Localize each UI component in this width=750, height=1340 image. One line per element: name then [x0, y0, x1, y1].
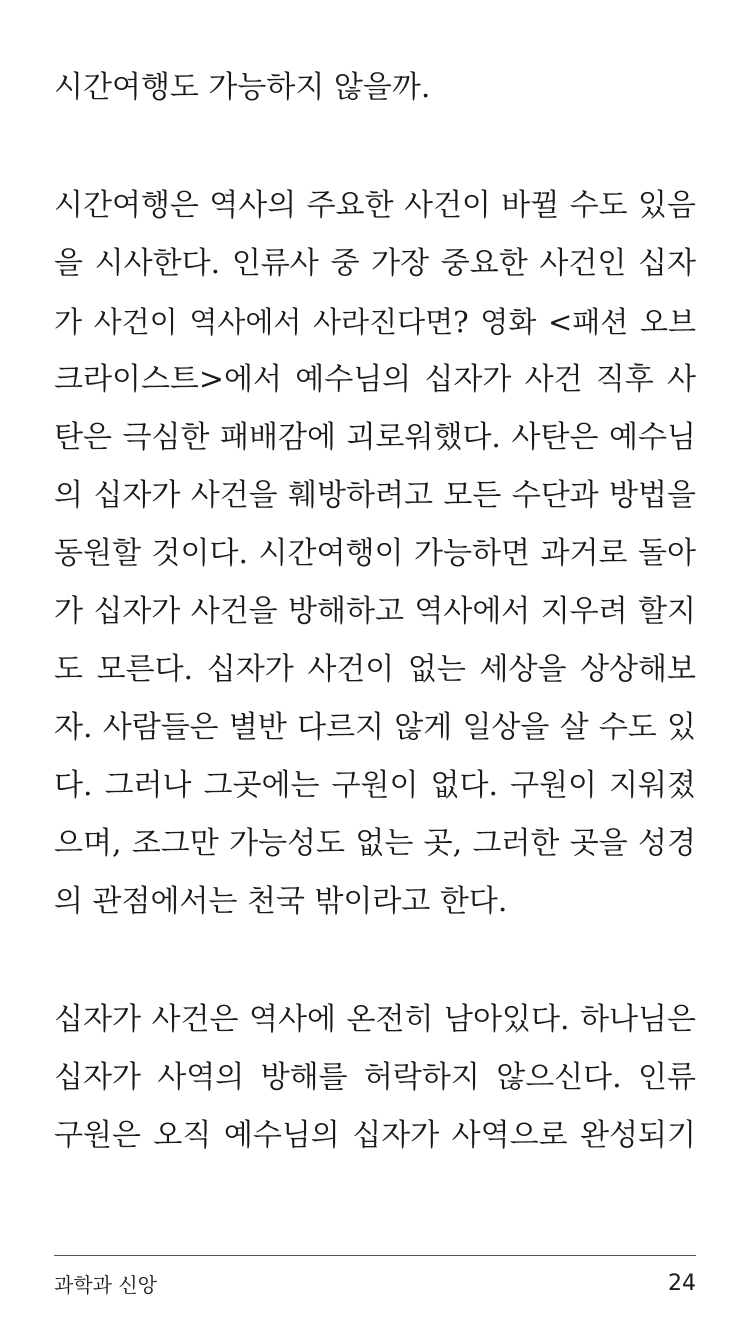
paragraph-1-line-1: 시간여행도 가능하지 않을까.	[54, 70, 431, 105]
book-page	[54, 0, 696, 1340]
paragraph-3-line-2: 십자가 사역의 방해를 허락하지 않으신다. 인류	[54, 1060, 696, 1095]
footer-page-number: 24	[668, 1271, 696, 1296]
paragraph-2-line-10: 자. 사람들은 별반 다르지 않게 일상을 살 수도 있	[54, 710, 696, 745]
paragraph-2-line-1: 시간여행은 역사의 주요한 사건이 바뀔 수도 있음	[54, 188, 696, 223]
paragraph-2-line-6: 의 십자가 사건을 훼방하려고 모든 수단과 방법을	[54, 478, 696, 513]
paragraph-2-line-12: 으며, 조그만 가능성도 없는 곳, 그러한 곳을 성경	[54, 826, 696, 861]
footer-divider	[54, 1255, 696, 1256]
paragraph-2-line-2: 을 시사한다. 인류사 중 가장 중요한 사건인 십자	[54, 246, 696, 281]
paragraph-2-line-3: 가 사건이 역사에서 사라진다면? 영화 <패션 오브	[54, 305, 696, 339]
footer-book-title: 과학과 신앙	[54, 1273, 157, 1297]
paragraph-2-line-7: 동원할 것이다. 시간여행이 가능하면 과거로 돌아	[54, 536, 696, 571]
paragraph-2-line-4: 크라이스트>에서 예수님의 십자가 사건 직후 사	[54, 362, 696, 397]
paragraph-2-line-11: 다. 그러나 그곳에는 구원이 없다. 구원이 지워졌	[54, 768, 696, 803]
paragraph-3-line-1: 십자가 사건은 역사에 온전히 남아있다. 하나님은	[54, 1002, 696, 1037]
paragraph-2-line-8: 가 십자가 사건을 방해하고 역사에서 지우려 할지	[54, 594, 696, 629]
paragraph-2-line-9: 도 모른다. 십자가 사건이 없는 세상을 상상해보	[54, 652, 696, 687]
paragraph-2-line-5: 탄은 극심한 패배감에 괴로워했다. 사탄은 예수님	[54, 420, 696, 455]
paragraph-2-line-13: 의 관점에서는 천국 밖이라고 한다.	[54, 884, 508, 919]
paragraph-3-line-3: 구원은 오직 예수님의 십자가 사역으로 완성되기	[54, 1118, 696, 1153]
